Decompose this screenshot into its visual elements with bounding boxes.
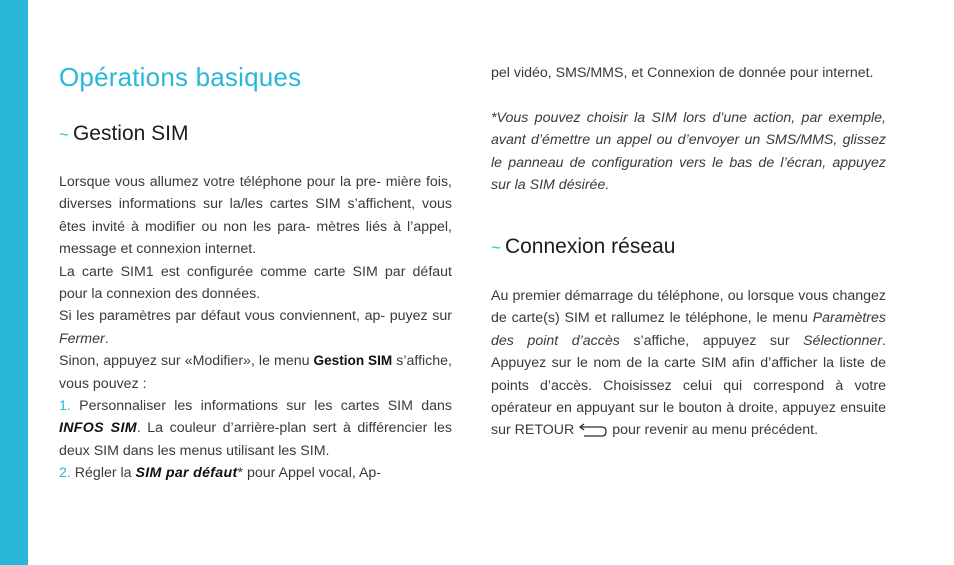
text: s’affiche, appuyez sur <box>633 332 790 349</box>
text: * pour Appel vocal, Ap- <box>237 465 382 482</box>
section-title-gestion-sim <box>59 120 188 149</box>
text: s’affiche, vous pouvez : <box>59 353 452 392</box>
section-title-connexion-reseau <box>491 233 675 262</box>
connexion-reseau-body <box>491 285 886 442</box>
gestion-sim-term: Gestion SIM <box>313 353 393 369</box>
list-item-2 <box>59 462 452 484</box>
gestion-sim-body <box>59 171 452 485</box>
text: pour revenir au menu précédent. <box>612 422 819 439</box>
text: pel vidéo, SMS/MMS, et Connexion de donnée pour internet. <box>491 65 874 81</box>
text: . <box>104 330 109 347</box>
return-arrow-icon <box>578 423 608 437</box>
tilde-marker: ~ <box>491 238 501 257</box>
paragraph-modify <box>59 350 452 395</box>
text: . Appuyez sur le nom de la carte SIM afin d’afficher la liste de points d’accès. Choisissez celui qui correspond à votre opérateur en appuyant sur le bouton à droite, appuyez ensuite sur RETOUR <box>491 332 886 439</box>
list-item-1 <box>59 395 452 462</box>
text: . La couleur d’arrière-plan sert à différencier les deux SIM dans les menus utilisant les SIM. <box>59 420 452 459</box>
selectionner-term: Sélectionner <box>803 332 883 349</box>
sim-note <box>491 107 886 197</box>
text: Si les paramètres par défaut vous conviennent, ap- puyez sur <box>59 308 452 325</box>
side-accent-bar <box>0 0 28 565</box>
tilde-marker: ~ <box>59 125 69 144</box>
item-number: 1. <box>59 398 71 415</box>
paragraph-network <box>491 285 886 442</box>
section-title-text: Connexion réseau <box>504 235 676 258</box>
list-item-2-continuation <box>491 62 886 84</box>
apn-settings-term: Paramètres des point d’accès <box>491 310 886 349</box>
section-title-text: Gestion SIM <box>72 122 189 145</box>
text: Régler la <box>74 465 132 482</box>
note-text: *Vous pouvez choisir la SIM lors d’une action, par exemple, avant d’émettre un appel ou d’envoyer un SMS/MMS, glissez le panneau de configuration vers le bas de l’écran, appuyez sur la SIM désirée. <box>491 110 886 194</box>
text: Au premier démarrage du téléphone, ou lorsque vous changez de carte(s) SIM et rallumez le téléphone, le menu <box>491 288 886 327</box>
fermer-term: Fermer <box>59 330 105 347</box>
item-number: 2. <box>59 465 71 482</box>
paragraph-intro: Lorsque vous allumez votre téléphone pour la pre- mière fois, diverses informations sur la/les cartes SIM s’affichent, vous êtes invité à modifier ou non les para- mètres liés à l’appel, message et connexion internet. <box>59 174 452 258</box>
paragraph-default-sim: La carte SIM1 est configurée comme carte SIM par défaut pour la connexion des données. <box>59 263 452 303</box>
page-title: Opérations basiques <box>59 62 302 92</box>
text: Sinon, appuyez sur «Modifier», le menu <box>59 353 310 370</box>
text: Personnaliser les informations sur les cartes SIM dans <box>79 398 453 415</box>
sim-note-block <box>491 107 886 197</box>
paragraph-close <box>59 305 452 350</box>
sim-par-defaut-term: SIM par défaut <box>135 465 238 482</box>
infos-sim-term: INFOS SIM <box>59 420 137 437</box>
